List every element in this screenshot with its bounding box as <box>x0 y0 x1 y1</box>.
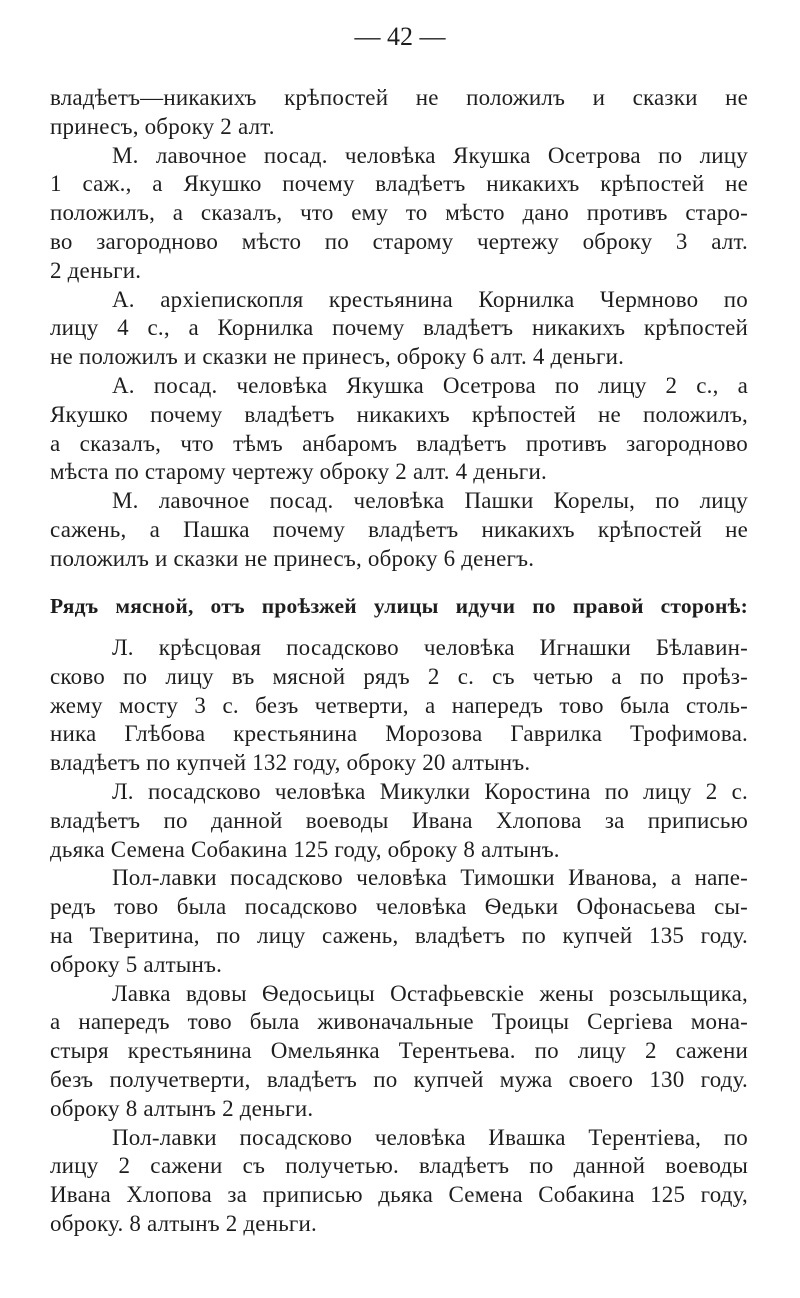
paragraph-line: владѣетъ по купчей 132 году, оброку 20 алтынъ. <box>50 750 531 776</box>
paragraph-line: Лавка вдовы Ѳедосьицы Остафьевскіе жены розсыльщика, <box>112 980 748 1006</box>
paragraph-line: стыря крестьянина Омельянка Терентьева. по лицу 2 сажени <box>50 1038 748 1064</box>
paragraph-line: оброку 8 алтынъ 2 деньги. <box>50 1095 314 1121</box>
paragraph-line: жему мосту 3 с. безъ четверти, а напередъ тово была столь- <box>50 692 748 718</box>
paragraph-line: лицу 2 сажени съ получетью. владѣетъ по данной воеводы <box>50 1153 748 1179</box>
paragraph-line: Л. крѣсцовая посадсково человѣка Игнашки Бѣлавин- <box>112 635 748 660</box>
paragraph-line: А. архіепископля крестьянина Корнилка Чермново по <box>112 286 748 312</box>
paragraph-line: на Тверитина, по лицу сажень, владѣетъ по купчей 135 году. <box>50 923 748 948</box>
paragraph-line: а напередъ тово была живоначальные Троицы Сергіева мона- <box>50 1009 748 1035</box>
paragraph-line: а сказалъ, что тѣмъ анбаромъ владѣетъ противъ загородново <box>50 430 748 456</box>
paragraph-line: М. лавочное посад. человѣка Пашки Корелы, по лицу <box>112 488 748 514</box>
paragraph-line: лицу 4 с., а Корнилка почему владѣетъ никакихъ крѣпостей <box>50 315 748 341</box>
paragraph-line: 2 деньги. <box>50 257 142 283</box>
paragraph-line: 1 саж., а Якушко почему владѣетъ никакихъ крѣпостей не <box>50 171 748 197</box>
paragraph-line: дьяка Семена Собакина 125 году, оброку 8 алтынъ. <box>50 836 560 862</box>
paragraph-line: положилъ и сказки не принесъ, оброку 6 денегъ. <box>50 545 535 571</box>
paragraph-line: владѣетъ по данной воеводы Ивана Хлопова за приписью <box>50 807 748 833</box>
paragraph-line: А. посад. человѣка Якушка Осетрова по лицу 2 с., а <box>112 373 748 398</box>
paragraph-line: мѣста по старому чертежу оброку 2 алт. 4 деньги. <box>50 459 547 485</box>
paragraph-line: оброку 5 алтынъ. <box>50 951 223 977</box>
paragraph-line: владѣетъ—никакихъ крѣпостей не положилъ и сказки не <box>50 85 748 110</box>
paragraph-line: ника Глѣбова крестьянина Морозова Гаврилка Трофимова. <box>50 721 748 747</box>
paragraph-line: оброку. 8 алтынъ 2 деньги. <box>50 1211 317 1236</box>
paragraph-line: Л. посадсково человѣка Микулки Коростина по лицу 2 с. <box>112 779 748 804</box>
paragraph-line: сажень, а Пашка почему владѣетъ никакихъ крѣпостей не <box>50 517 748 542</box>
paragraph-line: не положилъ и сказки не принесъ, оброку 6 алт. 4 деньги. <box>50 344 625 370</box>
paragraph-line: Пол-лавки посадсково человѣка Ивашка Терентіева, по <box>112 1124 748 1150</box>
paragraph-line: Пол-лавки посадсково человѣка Тимошки Иванова, а напе- <box>112 865 748 891</box>
paragraph-line: положилъ, а сказалъ, что ему то мѣсто дано противъ старо- <box>50 200 748 226</box>
paragraph-line: Ивана Хлопова за приписью дьяка Семена Собакина 125 году, <box>50 1182 748 1208</box>
paragraph-line: редъ тово была посадсково человѣка Ѳедьки Офонасьева сы- <box>50 894 748 920</box>
paragraph-line: М. лавочное посад. человѣка Якушка Осетрова по лицу <box>112 142 748 168</box>
paragraph-line: принесъ, оброку 2 алт. <box>50 113 275 139</box>
paragraph-line: Якушко почему владѣетъ никакихъ крѣпостей не положилъ, <box>50 401 748 427</box>
paragraph-line: сково по лицу въ мясной рядъ 2 с. съ четью а по проѣз- <box>50 663 748 689</box>
page-number: — 42 — <box>354 22 446 51</box>
paragraph-line: безъ получетверти, владѣетъ по купчей мужа своего 130 году. <box>50 1067 748 1092</box>
section-heading: Рядъ мясной, отъ проѣзжей улицы идучи по правой сторонѣ: <box>50 594 748 618</box>
paragraph-line: во загородново мѣсто по старому чертежу оброку 3 алт. <box>50 229 748 254</box>
